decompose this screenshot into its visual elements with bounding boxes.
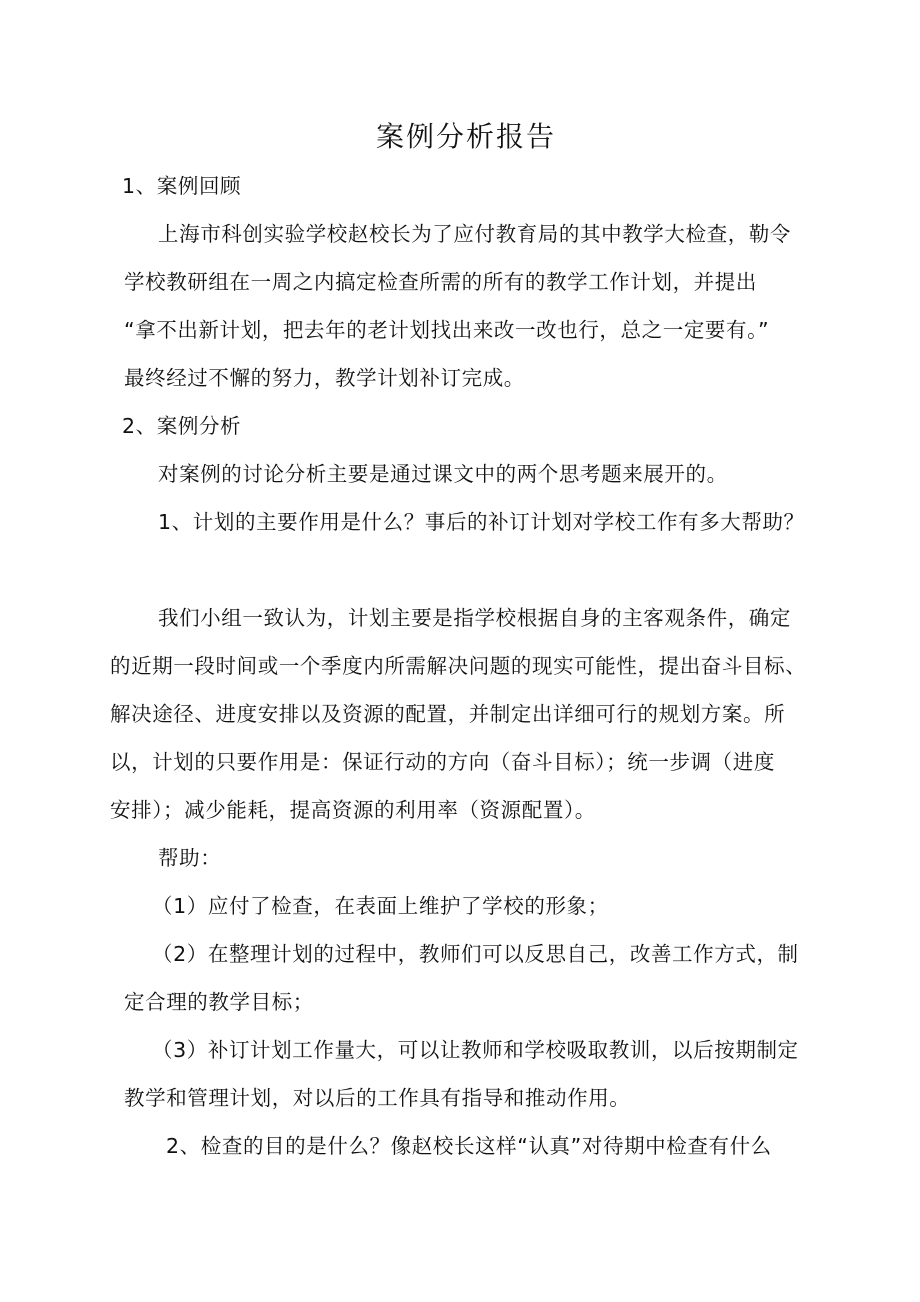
paragraph-line: 学校教研组在一周之内搞定检查所需的所有的教学工作计划，并提出 — [124, 270, 757, 294]
paragraph-line: “拿不出新计划，把去年的老计划找出来改一改也行，总之一定要有。” — [124, 318, 770, 342]
paragraph-line: 上海市科创实验学校赵校长为了应付教育局的其中教学大检查，勒令 — [158, 222, 791, 246]
section-heading-case-analysis: 2、案例分析 — [122, 414, 242, 438]
question-2: 2、检查的目的是什么？像赵校长这样“认真”对待期中检查有什么 — [166, 1134, 772, 1158]
page-title: 案例分析报告 — [375, 120, 556, 153]
help-item-3-cont: 教学和管理计划，对以后的工作具有指导和推动作用。 — [124, 1086, 631, 1110]
help-item-1: （1）应付了检查，在表面上维护了学校的形象； — [152, 894, 609, 918]
section-heading-case-review: 1、案例回顾 — [122, 174, 242, 198]
answer-line: 解决途径、进度安排以及资源的配置，并制定出详细可行的规划方案。所 — [110, 702, 786, 726]
answer-line: 我们小组一致认为，计划主要是指学校根据自身的主客观条件，确定 — [158, 606, 791, 630]
help-label: 帮助： — [158, 846, 222, 870]
answer-line: 安排）；减少能耗，提高资源的利用率（资源配置）。 — [110, 798, 596, 822]
paragraph-line: 最终经过不懈的努力，教学计划补订完成。 — [124, 366, 525, 390]
help-item-3: （3）补订计划工作量大，可以让教师和学校吸取教训，以后按期制定 — [152, 1038, 799, 1062]
help-item-2: （2）在整理计划的过程中，教师们可以反思自己，改善工作方式，制 — [152, 942, 799, 966]
answer-line: 以，计划的只要作用是：保证行动的方向（奋斗目标）；统一步调（进度 — [110, 750, 775, 774]
question-1: 1、计划的主要作用是什么？事后的补订计划对学校工作有多大帮助？ — [158, 510, 805, 534]
answer-line: 的近期一段时间或一个季度内所需解决问题的现实可能性，提出奋斗目标、 — [110, 654, 807, 678]
analysis-intro: 对案例的讨论分析主要是通过课文中的两个思考题来展开的。 — [158, 462, 728, 486]
help-item-2-cont: 定合理的教学目标； — [124, 990, 314, 1014]
